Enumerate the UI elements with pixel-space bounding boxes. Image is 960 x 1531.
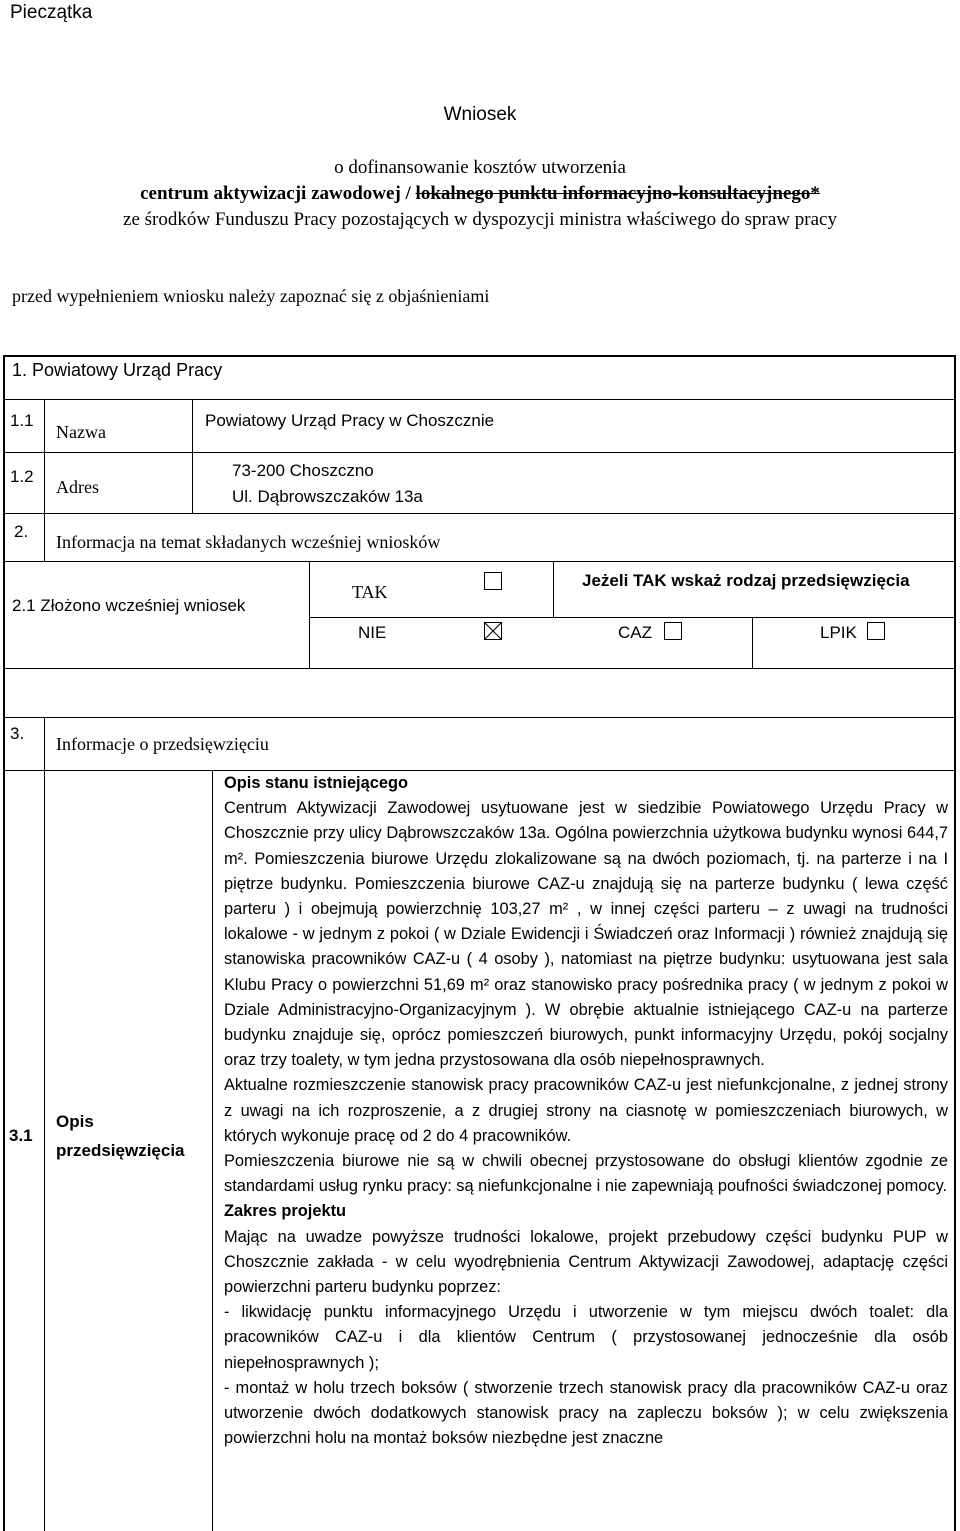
form-subtitle-line2: centrum aktywizacji zawodowej / lokalnego punktu informacyjno-konsultacyjnego* (140, 183, 820, 204)
form-subtitle-line1: o dofinansowanie kosztów utworzenia (334, 157, 626, 178)
stamp-label: Pieczątka (10, 2, 93, 23)
address-line1-value[interactable]: 73-200 Choszczno (232, 461, 374, 480)
divider (212, 770, 213, 1531)
divider (309, 617, 956, 618)
paragraph: - montaż w holu trzech boksów ( stworzenie trzech stanowisk pracy dla pracowników CAZ-u oraz utworzenie dwóch dodatkowych stanowisk pracy na zapleczu boksów ); w celu zwiększenia powierzchni holu na montaż boksów niezbędne jest znaczne (224, 1378, 948, 1448)
if-tak-label: Jeżeli TAK wskaż rodzaj przedsięwzięcia (582, 571, 910, 590)
section-2-number: 2. (14, 522, 29, 541)
field-1-2-number: 1.2 (10, 467, 34, 486)
divider (3, 717, 956, 718)
divider (553, 561, 554, 618)
divider (44, 717, 45, 1531)
divider (3, 561, 956, 562)
caz-label: CAZ (618, 623, 652, 642)
divider (44, 399, 45, 561)
field-3-1-label-line1: Opis (56, 1112, 94, 1131)
lpik-label: LPIK (820, 623, 857, 642)
option-lpik-struck: lokalnego punktu informacyjno-konsultacyjnego* (415, 183, 820, 204)
section-1-title: 1. Powiatowy Urząd Pracy (12, 360, 223, 380)
option-caz: centrum aktywizacji zawodowej (140, 183, 401, 204)
paragraph: Centrum Aktywizacji Zawodowej usytuowane jest w siedzibie Powiatowego Urzędu Pracy w Choszcznie przy ulicy Dąbrowszczaków 13a. Ogólna powierzchnia użytkowa budynku wynosi 644,7 m². Pomieszczenia biurowe Urzędu zlokalizowane są na dwóch poziomach, tj. na parterze i na I piętrze budynku. Pomieszczenia biurowe CAZ-u znajdują się na parterze budynku ( lewa część parteru ) i obejmują powierzchnię 103,27 m² , w innej części parteru – z uwagi na trudności lokalowe - w jednym z pokoi ( w Dziale Ewidencji i Świadczeń oraz Informacji ) również znajdują się stanowiska pracowników CAZ-u ( 4 osoby ), natomiast na piętrze budynku: usytuowana jest sala Klubu Pracy o powierzchni 51,69 m² oraz stanowisko pracy pośrednika pracy ( w jednym z pokoi w Dziale Administracyjno-Organizacyjnym ). W obrębie aktualnie istniejącego CAZ-u na parterze budynku znajduje się, oprócz pomieszczeń biurowych, punkt informacyjny Urzędu, pokój socjalny oraz trzy toalety, w tym jedna przystosowana dla osób niepełnosprawnych. (224, 799, 948, 1070)
tak-checkbox[interactable] (484, 572, 502, 590)
divider (3, 513, 956, 514)
caz-checkbox[interactable] (664, 622, 682, 640)
divider (3, 668, 956, 669)
divider (752, 617, 753, 668)
field-2-1-label: 2.1 Złożono wcześniej wniosek (12, 596, 246, 615)
form-subtitle-line3: ze środków Funduszu Pracy pozostających w dyspozycji ministra właściwego do spraw pracy (123, 209, 837, 230)
section-3-number: 3. (10, 724, 25, 743)
instruction-text: przed wypełnieniem wniosku należy zapoznać się z objaśnieniami (12, 286, 490, 306)
section-3-title: Informacje o przedsięwzięciu (56, 734, 269, 754)
form-title: Wniosek (443, 104, 517, 125)
heading-project-scope: Zakres projektu (224, 1202, 347, 1221)
project-description[interactable] (224, 771, 948, 1451)
paragraph: - likwidację punktu informacyjnego Urzędu i utworzenie w tym miejscu dwóch toalet: dla pracowników CAZ-u i dla klientów Centrum ( przystosowanej jednocześnie dla osób niepełnosprawnych ); (224, 1303, 948, 1372)
field-1-1-number: 1.1 (10, 411, 34, 430)
divider (3, 399, 956, 400)
paragraph: Aktualne rozmieszczenie stanowisk pracy pracowników CAZ-u jest niefunkcjonalne, z jednej strony z uwagi na ich rozproszenie, a z drugiej strony na ciasnotę w pomieszczeniach biurowych, w których wykonuje pracę od 2 do 4 pracowników. (224, 1076, 948, 1145)
paragraph: Pomieszczenia biurowe nie są w chwili obecnej przystosowane do obsługi klientów zgodnie ze standardami usług rynku pracy: są niefunkcjonalne i nie zapewniają poufności świadczonej pomocy. (224, 1152, 948, 1196)
divider (3, 452, 956, 453)
field-1-1-label: Nazwa (56, 422, 106, 442)
nie-label: NIE (358, 623, 387, 642)
paragraph: Mając na uwadze powyższe trudności lokalowe, projekt przebudowy części budynku PUP w Choszcznie zakłada - w celu wyodrębnienia Centrum Aktywizacji Zawodowej, adaptację części powierzchni parteru budynku poprzez: (224, 1227, 948, 1297)
checkbox-cross-icon (485, 623, 501, 639)
address-line2-value[interactable]: Ul. Dąbrowszczaków 13a (232, 487, 423, 506)
nie-checkbox[interactable] (484, 622, 502, 640)
tak-label: TAK (352, 582, 388, 602)
field-3-1-label-line2: przedsięwzięcia (56, 1141, 185, 1160)
divider (309, 561, 310, 668)
divider (192, 399, 193, 513)
office-name-value[interactable]: Powiatowy Urząd Pracy w Choszcznie (205, 411, 495, 430)
heading-current-state: Opis stanu istniejącego (224, 774, 408, 792)
field-3-1-number: 3.1 (9, 1126, 33, 1145)
lpik-checkbox[interactable] (867, 622, 885, 640)
field-1-2-label: Adres (56, 477, 99, 497)
section-2-title: Informacja na temat składanych wcześniej wniosków (56, 532, 441, 552)
